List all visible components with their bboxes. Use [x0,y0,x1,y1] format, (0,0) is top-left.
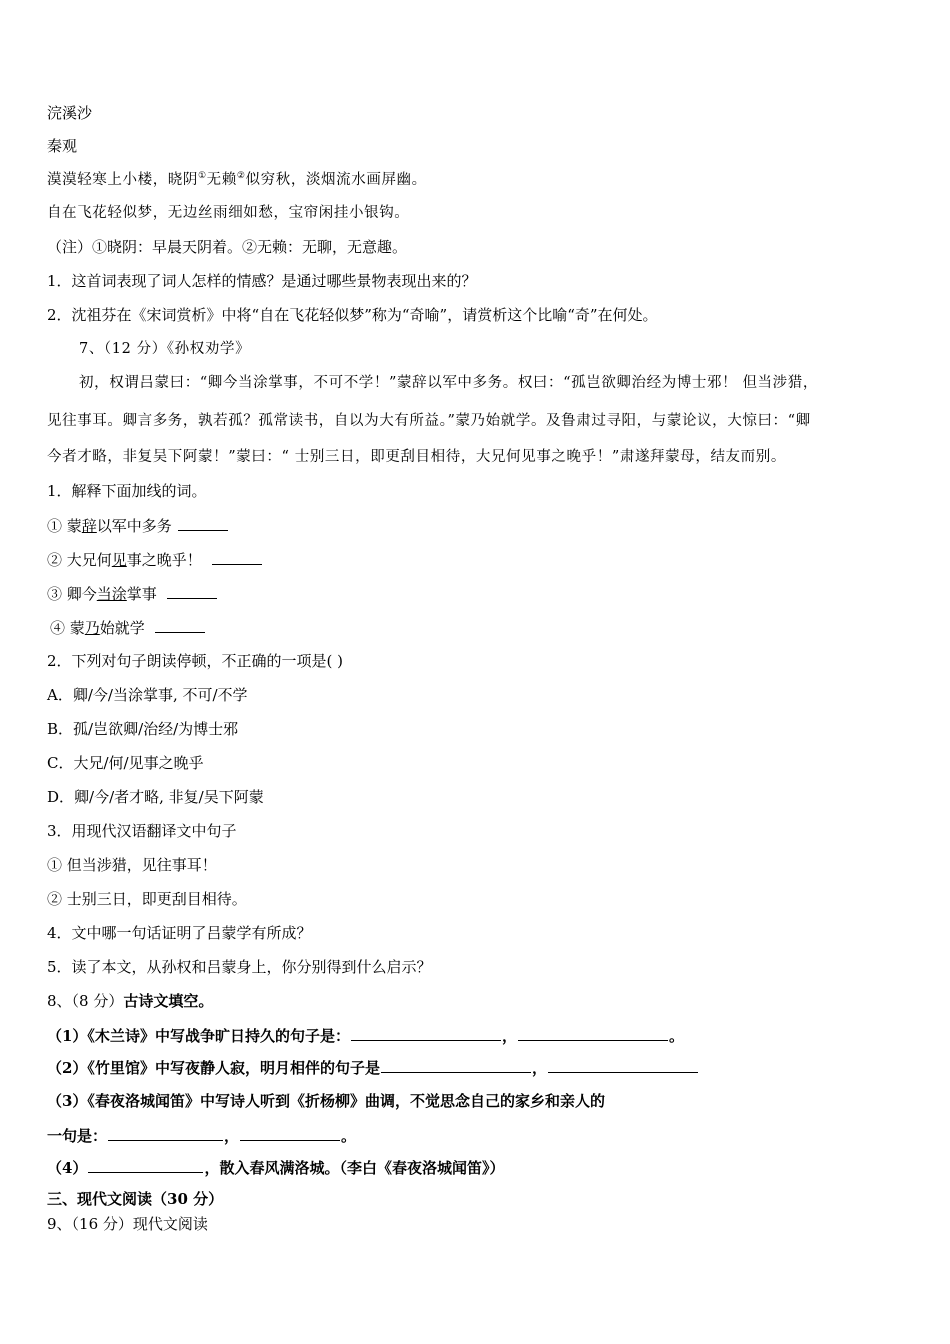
answer-blank[interactable] [212,549,262,565]
footnote-mark-2: ② [236,171,246,182]
q7-passage-line: 今者才略，非复吴下阿蒙！”蒙曰：“ 士别三日，即更刮目相待，大兄何见事之晚乎！”肃遂拜蒙母，结友而别。 [47,449,786,465]
poem-note: （注）①晓阴：早晨天阴着。②无赖：无聊，无意趣。 [47,238,408,256]
answer-blank[interactable] [178,515,228,531]
option-a: A．卿/今/当涂掌事, 不可/不学 [47,686,248,704]
fill-item-3: （3）《春夜洛城闻笛》中写诗人听到《折杨柳》曲调，不觉思念自己的家乡和亲人的 [47,1092,605,1110]
poem-question-1: 1．这首词表现了词人怎样的情感？是通过哪些景物表现出来的？ [47,272,477,290]
answer-blank[interactable] [351,1025,501,1041]
fill-item-2: （2）《竹里馆》中写夜静人寂，明月相伴的句子是 ， [47,1057,699,1078]
fill-item-1: （1）《木兰诗》中写战争旷日持久的句子是： ， 。 [47,1027,684,1045]
poem-author: 秦观 [47,137,78,155]
option-c: C．大兄/何/见事之晚乎 [47,754,204,772]
q7-sub-4: 4．文中哪一句话证明了吕蒙学有所成？ [47,924,312,942]
q9-header: 9、（16 分）现代文阅读 [47,1215,208,1233]
option-b: B．孤/岂欲卿/治经/为博士邪 [47,720,239,738]
fill-item-4: （4） ，散入春风满洛城。（李白《春夜洛城闻笛》） [47,1159,505,1177]
answer-blank[interactable] [167,583,217,599]
answer-blank[interactable] [240,1125,340,1141]
footnote-mark-1: ① [198,171,207,182]
word-item-3: ③ 卿今当涂掌事 [47,583,218,604]
q8-header: 8、（8 分）古诗文填空。 [47,992,214,1010]
translate-item-1: ① 但当涉猎，见往事耳！ [47,856,217,874]
word-item-1: ① 蒙辞以军中多务 [47,515,229,536]
answer-blank[interactable] [108,1125,223,1141]
option-d: D．卿/今/者才略, 非复/吴下阿蒙 [47,788,264,806]
section-3-title: 三、现代文阅读（30 分） [47,1190,224,1208]
q7-passage-line: 初，权谓吕蒙曰：“卿今当涂掌事，不可不学！”蒙辞以军中多务。权曰：“孤岂欲卿治经为博士邪！ 但当涉猎， [79,375,818,391]
poem-question-2: 2．沈祖芬在《宋词赏析》中将“自在飞花轻似梦”称为“奇喻”，请赏析这个比喻“奇”在何处。 [47,306,658,324]
poem-line-2: 自在飞花轻似梦，无边丝雨细如愁，宝帘闲挂小银钩。 [47,205,410,221]
q7-sub-5: 5．读了本文，从孙权和吕蒙身上，你分别得到什么启示？ [47,958,432,976]
q7-sub-2: 2．下列对句子朗读停顿，不正确的一项是( ) [47,652,344,670]
answer-blank[interactable] [88,1157,203,1173]
q7-header: 7、（12 分）《孙权劝学》 [79,341,251,357]
answer-blank[interactable] [381,1057,531,1073]
q7-sub-3: 3．用现代汉语翻译文中句子 [47,822,237,840]
q7-sub-1: 1．解释下面加线的词。 [47,482,207,500]
word-item-4: ④ 蒙乃始就学 [50,617,206,638]
answer-blank[interactable] [548,1057,698,1073]
fill-item-3-cont: 一句是： ， 。 [47,1127,357,1145]
answer-blank[interactable] [518,1025,668,1041]
poem-title: 浣溪沙 [47,104,93,122]
translate-item-2: ② 士别三日，即更刮目相待。 [47,890,247,908]
poem-line-1: 漠漠轻寒上小楼，晓阴①无赖②似穷秋，淡烟流水画屏幽。 [47,171,427,188]
q7-passage-line: 见往事耳。卿言多务，孰若孤？孤常读书，自以为大有所益。”蒙乃始就学。及鲁肃过寻阳，与蒙论议，大惊曰：“卿 [47,413,811,429]
word-item-2: ② 大兄何见事之晚乎！ [47,549,263,570]
answer-blank[interactable] [155,617,205,633]
